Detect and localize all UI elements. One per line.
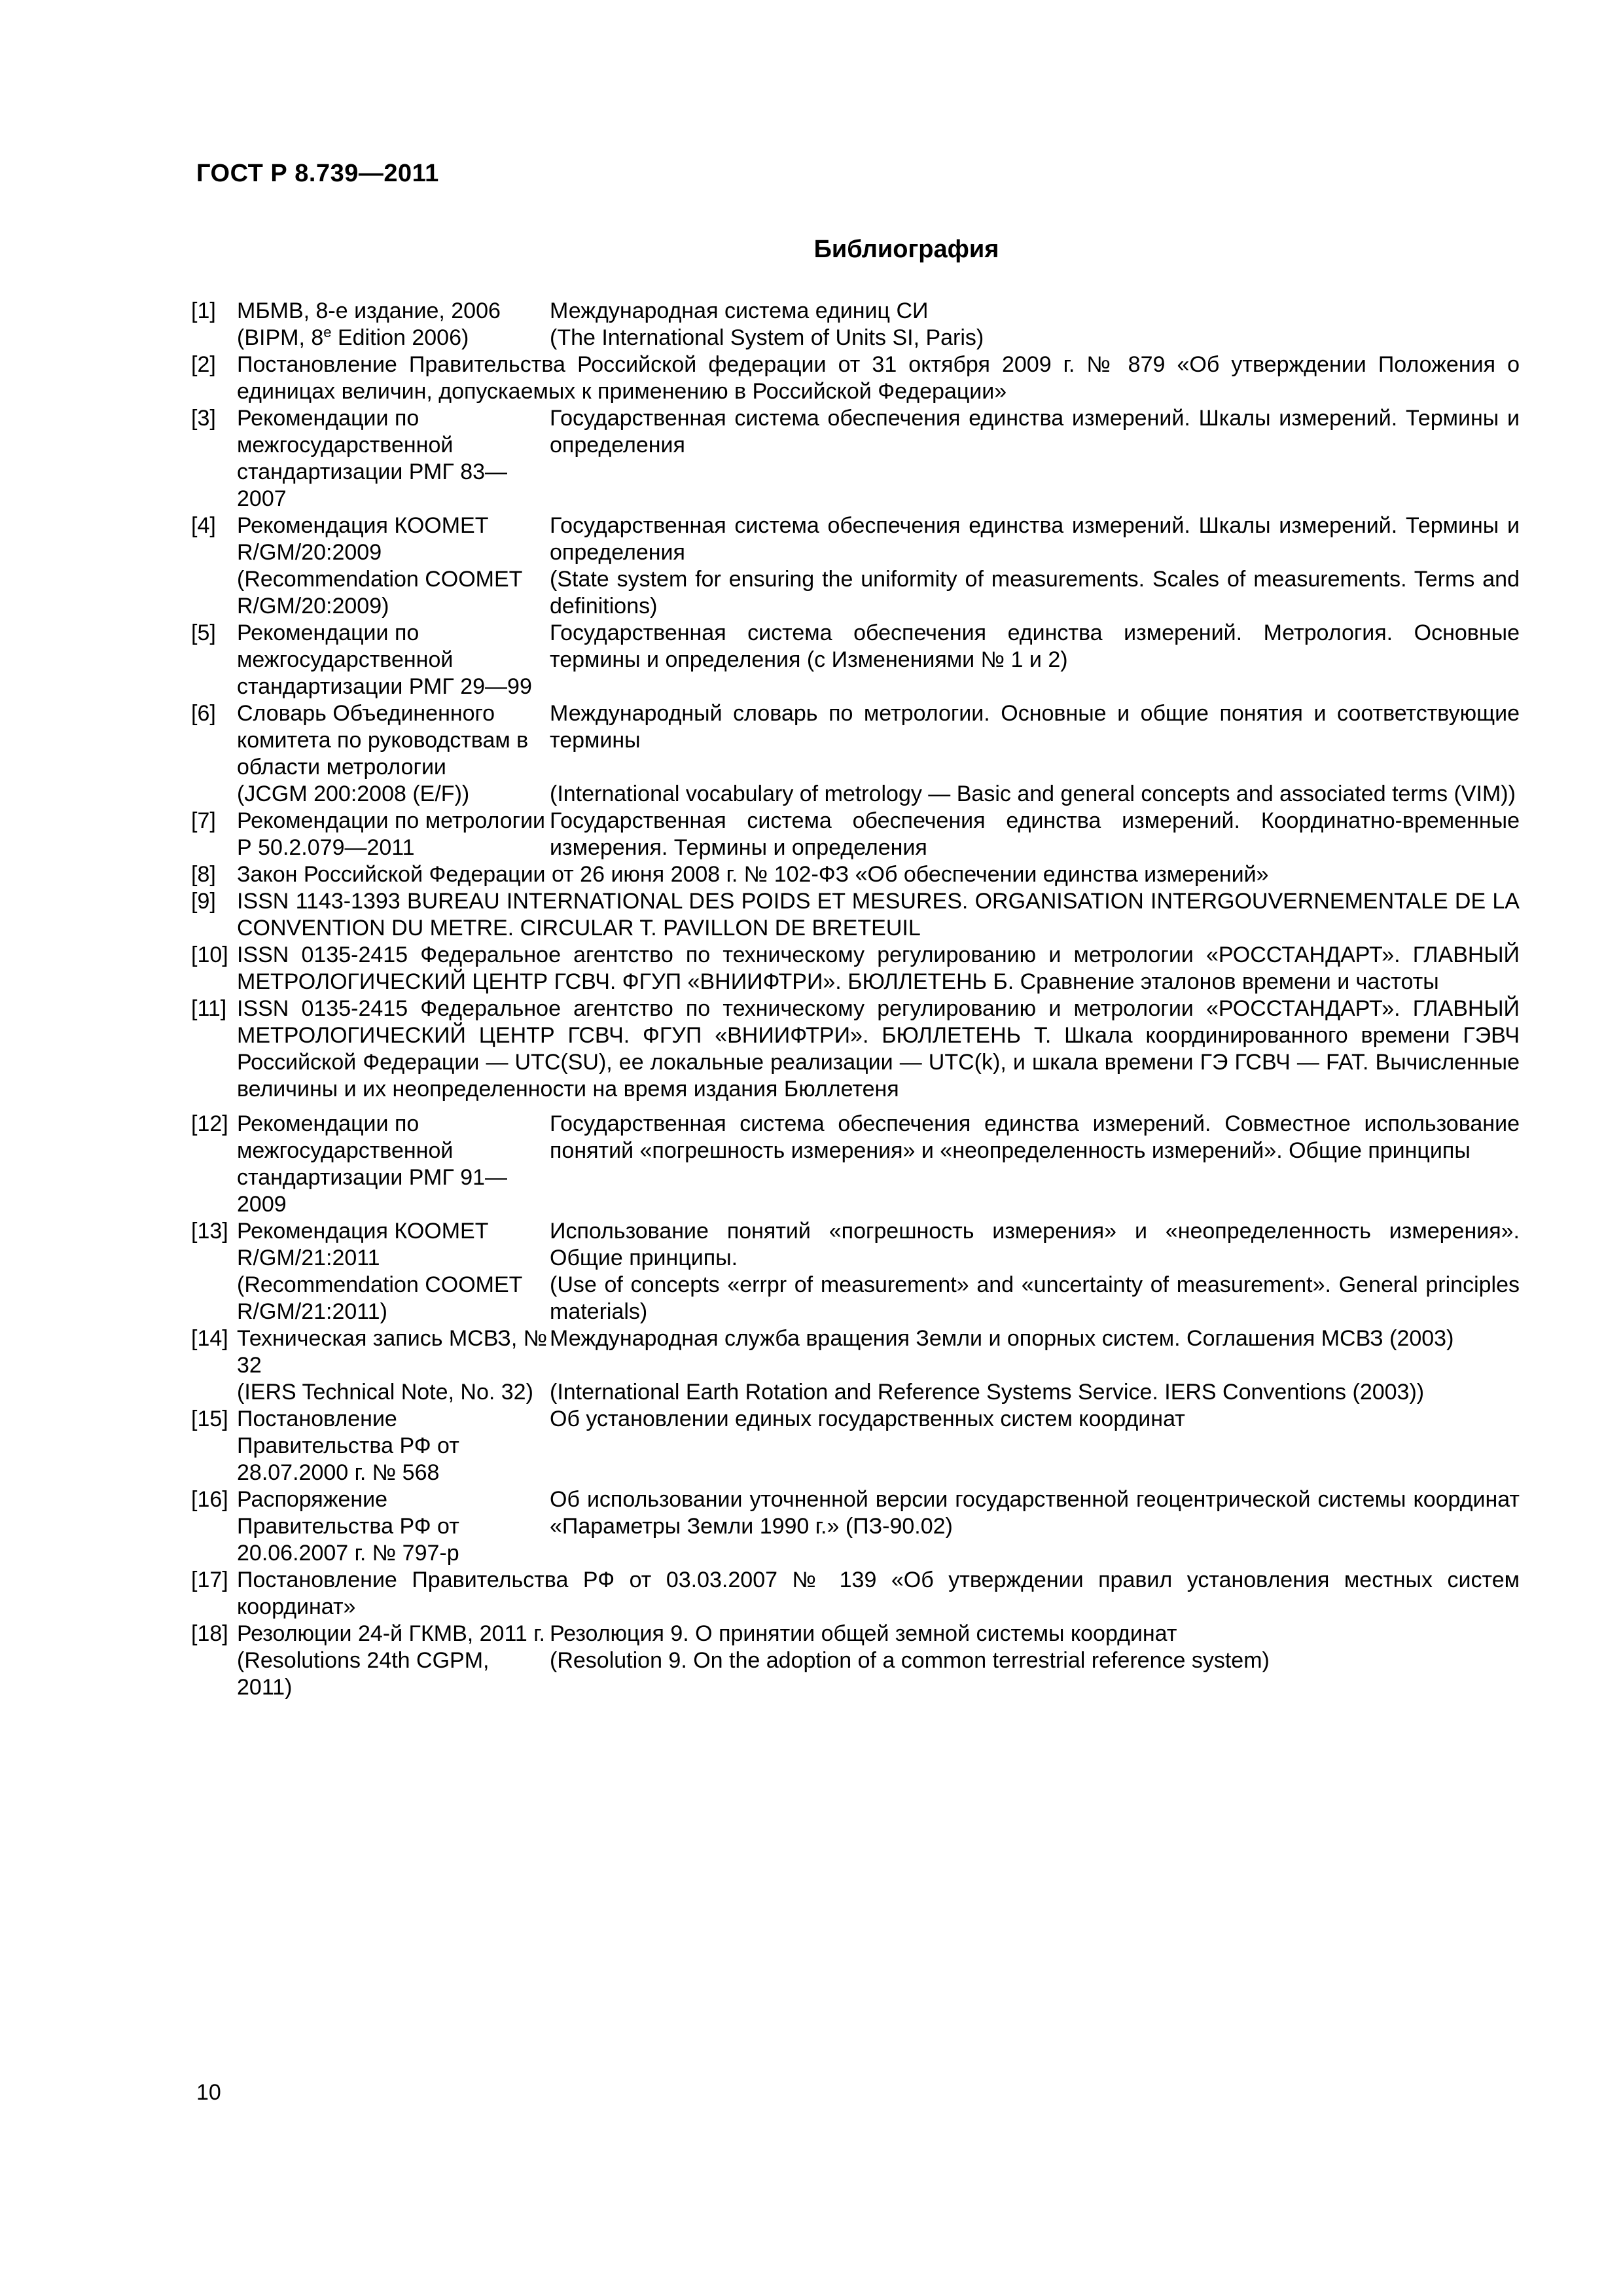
entry-title: Государственная система обеспечения единства измерений. Шкалы измерений. Термины и определения xyxy=(550,513,1520,565)
entry-source: (Resolutions 24th CGPM, 2011) xyxy=(237,1648,490,1700)
entry-title: Международный словарь по метрологии. Основные и общие понятия и соответствующие термины xyxy=(550,701,1520,753)
entry-source: (JCGM 200:2008 (E/F)) xyxy=(237,781,470,806)
entry-source: Распоряжение Правительства РФ от 20.06.2007 г. № 797-р xyxy=(237,1487,459,1566)
entry-body xyxy=(237,888,1520,942)
entry-title: Государственная система обеспечения единства измерений. Совместное использование понятий «погрешность измерения» и «неопределенность измерений». Общие принципы xyxy=(550,1111,1520,1163)
bibliography-entry xyxy=(191,405,1520,512)
entry-number: [18] xyxy=(191,1621,228,1646)
bibliography-list xyxy=(191,298,1520,1701)
entry-number: [8] xyxy=(191,862,216,887)
bibliography-entry xyxy=(191,298,1520,351)
entry-source: (BIPM, 8e Edition 2006) xyxy=(237,324,469,350)
entry-text: Постановление Правительства РФ от 03.03.2007 № 139 «Об утверждении правил установления местных систем координат» xyxy=(237,1568,1520,1619)
entry-source: Рекомендации по межгосударственной стандартизации РМГ 91—2009 xyxy=(237,1111,508,1217)
entry-text: Постановление Правительства Российской федерации от 31 октября 2009 г. № 879 «Об утверждении Положения о единицах величин, допускаемых к применению в Российской Федерации» xyxy=(237,352,1520,404)
entry-number: [1] xyxy=(191,298,216,323)
entry-row xyxy=(237,405,1520,512)
entry-row xyxy=(237,1325,1520,1379)
entry-body xyxy=(237,1567,1520,1621)
entry-source: Рекомендация КООМЕТ R/GM/20:2009 xyxy=(237,513,489,565)
entry-source: Рекомендация КООМЕТ R/GM/21:2011 xyxy=(237,1219,489,1270)
entry-body xyxy=(237,351,1520,405)
entry-title: Об установлении единых государственных систем координат xyxy=(550,1407,1185,1431)
entry-text: ISSN 0135-2415 Федеральное агентство по техническому регулированию и метрологии «РОССТАНДАРТ». ГЛАВНЫЙ МЕТРОЛОГИЧЕСКИЙ ЦЕНТР ГСВЧ. ФГУП «ВНИИФТРИ». БЮЛЛЕТЕНЬ Б. Сравнение эталонов времени и частоты xyxy=(237,942,1520,994)
entry-title: Об использовании уточненной версии государственной геоцентрической системы координат «Параметры Земли 1990 г.» (ПЗ-90.02) xyxy=(550,1487,1520,1539)
bibliography-entry xyxy=(191,351,1520,405)
entry-title: Международная система единиц СИ xyxy=(550,298,929,323)
entry-title: Международная служба вращения Земли и опорных систем. Соглашения МСВЗ (2003) xyxy=(550,1326,1454,1351)
entry-row xyxy=(237,808,1520,861)
document-header: ГОСТ Р 8.739—2011 xyxy=(196,160,439,187)
entry-source: Постановление Правительства РФ от 28.07.2000 г. № 568 xyxy=(237,1407,459,1485)
bibliography-entry xyxy=(191,1325,1520,1406)
entry-number: [17] xyxy=(191,1568,228,1592)
entry-row xyxy=(237,1272,1520,1325)
entry-body xyxy=(237,861,1520,888)
entry-row xyxy=(237,566,1520,620)
entry-source: Техническая запись МСВЗ, № 32 xyxy=(237,1326,548,1378)
bibliography-entry xyxy=(191,1111,1520,1218)
entry-number: [9] xyxy=(191,889,216,914)
entry-body xyxy=(237,942,1520,996)
bibliography-entry xyxy=(191,1218,1520,1325)
entry-row xyxy=(237,1218,1520,1272)
entry-body xyxy=(237,1218,1520,1325)
entry-body xyxy=(237,1325,1520,1406)
entry-body xyxy=(237,996,1520,1103)
bibliography-entry xyxy=(191,861,1520,888)
entry-number: [12] xyxy=(191,1111,228,1136)
entry-row xyxy=(237,781,1520,808)
entry-number: [15] xyxy=(191,1407,228,1431)
entry-source: (Recommendation COOMET R/GM/21:2011) xyxy=(237,1272,522,1324)
entry-body xyxy=(237,620,1520,700)
entry-row xyxy=(237,298,1520,325)
entry-row xyxy=(237,1406,1520,1486)
entry-title: Государственная система обеспечения единства измерений. Шкалы измерений. Термины и определения xyxy=(550,406,1520,457)
entry-row xyxy=(237,512,1520,566)
entry-body xyxy=(237,1111,1520,1218)
entry-body xyxy=(237,512,1520,620)
entry-title: (State system for ensuring the uniformity of measurements. Scales of measurements. Terms and definitions) xyxy=(550,567,1520,619)
entry-row xyxy=(237,700,1520,781)
entry-source: Рекомендации по межгосударственной стандартизации РМГ 83—2007 xyxy=(237,406,508,511)
entry-row xyxy=(237,1486,1520,1567)
bibliography-entry xyxy=(191,808,1520,861)
page-number: 10 xyxy=(196,2080,221,2105)
entry-body xyxy=(237,298,1520,351)
entry-title: Государственная система обеспечения единства измерений. Метрология. Основные термины и определения (с Изменениями № 1 и 2) xyxy=(550,620,1520,672)
entry-row xyxy=(237,1647,1520,1701)
entry-title: (Resolution 9. On the adoption of a common terrestrial reference system) xyxy=(550,1648,1270,1673)
entry-title: (The International System of Units SI, Paris) xyxy=(550,325,984,350)
entry-number: [10] xyxy=(191,942,228,967)
entry-source: Рекомендации по межгосударственной стандартизации РМГ 29—99 xyxy=(237,620,532,699)
bibliography-entry xyxy=(191,1567,1520,1621)
entry-number: [11] xyxy=(191,996,227,1021)
entry-row xyxy=(237,325,1520,351)
entry-body xyxy=(237,1486,1520,1567)
entry-row xyxy=(237,1111,1520,1218)
entry-number: [13] xyxy=(191,1219,228,1244)
bibliography-entry xyxy=(191,700,1520,808)
entry-title: Использование понятий «погрешность измерения» и «неопределенность измерения». Общие принципы. xyxy=(550,1219,1520,1270)
entry-source: Резолюции 24-й ГКМВ, 2011 г. xyxy=(237,1621,545,1646)
entry-number: [5] xyxy=(191,620,216,645)
entry-row xyxy=(237,1621,1520,1647)
superscript: e xyxy=(323,324,332,340)
entry-body xyxy=(237,1406,1520,1486)
page-title: Библиография xyxy=(813,236,999,263)
entry-row xyxy=(237,1379,1520,1406)
entry-title: (International vocabulary of metrology — Basic and general concepts and associated terms (VIM)) xyxy=(550,781,1516,806)
entry-source: МБМВ, 8-е издание, 2006 xyxy=(237,298,501,323)
bibliography-entry xyxy=(191,620,1520,700)
entry-number: [4] xyxy=(191,513,216,538)
bibliography-entry xyxy=(191,942,1520,996)
entry-number: [14] xyxy=(191,1326,228,1351)
bibliography-entry xyxy=(191,512,1520,620)
entry-source: (IERS Technical Note, No. 32) xyxy=(237,1380,533,1405)
bibliography-entry xyxy=(191,1486,1520,1567)
entry-title: Государственная система обеспечения единства измерений. Координатно-временные измерения. Термины и определения xyxy=(550,808,1520,860)
entry-title: (Use of concepts «errpr of measurement» and «uncertainty of measurement». General principles materials) xyxy=(550,1272,1520,1324)
entry-source: (Recommendation COOMET R/GM/20:2009) xyxy=(237,567,522,619)
entry-source: Словарь Объединенного комитета по руководствам в области метрологии xyxy=(237,701,529,780)
entry-number: [6] xyxy=(191,701,216,726)
bibliography-entry xyxy=(191,888,1520,942)
entry-body xyxy=(237,405,1520,512)
entry-row xyxy=(237,620,1520,700)
entry-text: ISSN 1143-1393 BUREAU INTERNATIONAL DES POIDS ET MESURES. ORGANISATION INTERGOUVERNEMENTALE DE LA CONVENTION DU METRE. CIRCULAR T. PAVILLON DE BRETEUIL xyxy=(237,889,1520,941)
entry-number: [7] xyxy=(191,808,216,833)
entry-source: Рекомендации по метрологии Р 50.2.079—2011 xyxy=(237,808,546,860)
bibliography-entry xyxy=(191,996,1520,1103)
bibliography-entry xyxy=(191,1621,1520,1701)
entry-body xyxy=(237,1621,1520,1701)
entry-title: (International Earth Rotation and Reference Systems Service. IERS Conventions (2003)) xyxy=(550,1380,1425,1405)
bibliography-entry xyxy=(191,1406,1520,1486)
entry-title: Резолюция 9. О принятии общей земной системы координат xyxy=(550,1621,1177,1646)
entry-text: ISSN 0135-2415 Федеральное агентство по техническому регулированию и метрологии «РОССТАНДАРТ». ГЛАВНЫЙ МЕТРОЛОГИЧЕСКИЙ ЦЕНТР ГСВЧ. ФГУП «ВНИИФТРИ». БЮЛЛЕТЕНЬ Т. Шкала координированного времени ГЭВЧ Российской Федерации — UTC(SU), ее локальные реализации — UTC(k), и шкала времени ГЭ ГСВЧ — FAT. Вычисленные величины и их неопределенности на время издания Бюллетеня xyxy=(237,996,1520,1102)
entry-number: [16] xyxy=(191,1487,228,1512)
entry-body xyxy=(237,808,1520,861)
entry-text: Закон Российской Федерации от 26 июня 2008 г. № 102-ФЗ «Об обеспечении единства измерений» xyxy=(237,862,1269,887)
entry-number: [2] xyxy=(191,352,216,377)
entry-number: [3] xyxy=(191,406,216,431)
entry-body xyxy=(237,700,1520,808)
